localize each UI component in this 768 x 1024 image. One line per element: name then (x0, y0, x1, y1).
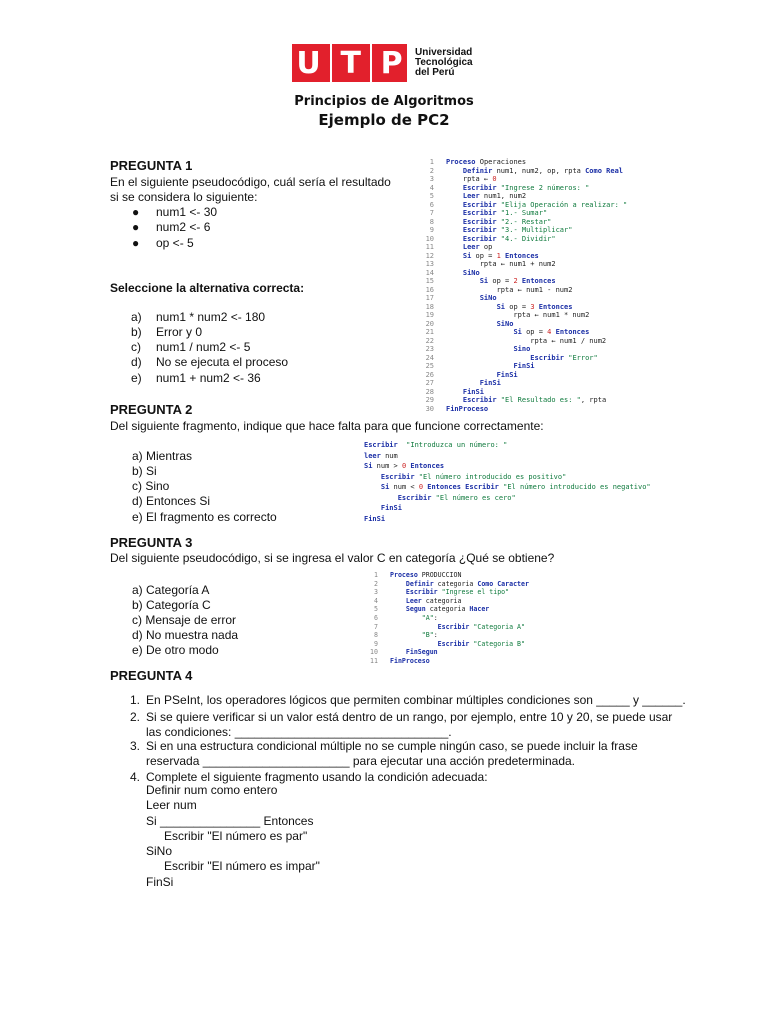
logo-letter-u: U (296, 45, 321, 81)
option-label: b) (131, 325, 142, 339)
option-text: num1 + num2 <- 36 (156, 371, 261, 385)
q3-option: e) De otro modo (132, 643, 219, 657)
q1-bullet (132, 220, 211, 234)
q4-item-number: 4. (130, 770, 141, 784)
q1-bullet-text: num2 <- 6 (156, 220, 211, 234)
q3-option: d) No muestra nada (132, 628, 239, 642)
logo-letter-t: T (340, 45, 361, 81)
bullet-icon: ● (132, 205, 140, 219)
q4-fragment-line: FinSi (146, 875, 174, 889)
q1-option (131, 340, 251, 354)
utp-logo (292, 44, 473, 82)
q4-item-number: 2. (130, 710, 141, 724)
logo-letter-p: P (380, 45, 403, 81)
logo-line: Universidad (415, 47, 473, 58)
logo-box (292, 44, 407, 82)
q2-heading: PREGUNTA 2 (110, 402, 193, 417)
bullet-icon: ● (132, 220, 140, 234)
option-text: num1 * num2 <- 180 (156, 310, 266, 324)
q4-fragment-line: Escribir "El número es impar" (164, 859, 320, 873)
q1-option (131, 310, 266, 324)
logo-text (415, 48, 473, 78)
q4-fragment-line: Si _______________ Entonces (146, 814, 314, 828)
q2-option: b) Si (132, 464, 157, 478)
q1-bullet-text: op <- 5 (156, 236, 194, 250)
q1-option (131, 371, 261, 385)
q1-bullet (132, 205, 218, 219)
q1-prompt: Seleccione la alternativa correcta: (110, 281, 305, 295)
option-label: a) (131, 310, 142, 324)
q3-option: b) Categoría C (132, 598, 211, 612)
q4-fragment-line: Leer num (146, 798, 197, 812)
q3-heading: PREGUNTA 3 (110, 535, 193, 550)
q1-text-line1: En el siguiente pseudocódigo, cuál sería el resultado (110, 175, 391, 189)
q3-text: Del siguiente pseudocódigo, si se ingresa el valor C en categoría ¿Qué se obtiene? (110, 551, 555, 565)
logo-line: del Perú (415, 67, 455, 78)
option-text: num1 / num2 <- 5 (156, 340, 251, 354)
q2-option: a) Mientras (132, 449, 193, 463)
q2-text: Del siguiente fragmento, indique que hace falta para que funcione correctamente: (110, 419, 544, 433)
q1-bullet (132, 236, 194, 250)
q4-heading: PREGUNTA 4 (110, 668, 193, 683)
q4-item-number: 3. (130, 739, 141, 753)
q1-option (131, 325, 203, 339)
option-text: No se ejecuta el proceso (156, 355, 289, 369)
q4-item-text: Si se quiere verificar si un valor está dentro de un rango, por ejemplo, entre 10 y 20, se puede usar (146, 710, 673, 724)
q2-option: e) El fragmento es correcto (132, 510, 277, 524)
logo-line: Tecnológica (415, 57, 473, 68)
q4-item-text: Si en una estructura condicional múltiple no se cumple ningún caso, se puede incluir la frase (146, 739, 638, 753)
q4-fragment-line: Definir num como entero (146, 783, 278, 797)
q3-option: a) Categoría A (132, 583, 210, 597)
q1-heading: PREGUNTA 1 (110, 158, 193, 173)
page-title: Principios de Algoritmos (294, 94, 474, 109)
q4-item-text: En PSeInt, los operadores lógicos que permiten combinar múltiples condiciones son _____ y ______. (146, 693, 686, 707)
q2-option: d) Entonces Si (132, 494, 211, 508)
q4-fragment-line: SiNo (146, 844, 173, 858)
logo-separator (330, 44, 332, 82)
logo-separator (370, 44, 372, 82)
q4-fragment-line: Escribir "El número es par" (164, 829, 308, 843)
q4-item-text: las condiciones: ________________________________. (146, 725, 452, 739)
option-label: d) (131, 355, 142, 369)
page-subtitle: Ejemplo de PC2 (318, 111, 450, 129)
q3-option: c) Mensaje de error (132, 613, 237, 627)
q4-item-text: reservada ______________________ para ejecutar una acción predeterminada. (146, 754, 575, 768)
q1-bullet-text: num1 <- 30 (156, 205, 218, 219)
option-label: c) (131, 340, 141, 354)
q3-code-image: 1 Proceso PRODUCCION 2 Definir categoria Como Caracter 3 Escribir "Ingrese el tipo" 4 Leer categoria 5 Segun categoria Hacer 6 "A": 7 Escribir "Categoria A" 8 "B": 9 Escribir "Categoria B" 10 FinSegun 11 FinProceso (370, 571, 529, 665)
option-label: e) (131, 371, 142, 385)
bullet-icon: ● (132, 236, 140, 250)
q1-text-line2: si se considera lo siguiente: (110, 190, 258, 204)
option-text: Error y 0 (156, 325, 203, 339)
q4-item-text: Complete el siguiente fragmento usando la condición adecuada: (146, 770, 488, 784)
q2-option: c) Sino (132, 479, 170, 493)
q4-item-number: 1. (130, 693, 141, 707)
q2-code-image: Escribir "Introduzca un número: " leer num Si num > 0 Entonces Escribir "El número introducido es positivo" Si num < 0 Entonces Escribir "El número introducido es negativo" Escribir "El número es cero" FinSi FinSi (364, 441, 651, 523)
q1-code-image: 1 Proceso Operaciones 2 Definir num1, num2, op, rpta Como Real 3 rpta ← 0 4 Escribir "Ingrese 2 números: " 5 Leer num1, num2 6 Escribir "Elija Operación a realizar: " 7 Escribir "1.- Sumar" 8 Escribir "2.- Restar" 9 Escribir "3.- Multiplicar" 10 Escribir "4.- Dividir" 11 Leer op 12 Si op = 1 Entonces 13 rpta ← num1 + num2 14 SiNo 15 Si op = 2 Entonces 16 rpta ← num1 - num2 17 SiNo 18 Si op = 3 Entonces 19 rpta ← num1 * num2 20 SiNo 21 Si op = 4 Entonces 22 rpta ← num1 / num2 23 Sino 24 Escribir "Error" 25 FinSi 26 FinSi 27 FinSi 28 FinSi 29 Escribir "El Resultado es: ", rpta 30 FinProceso (425, 158, 628, 413)
q1-option (131, 355, 289, 369)
